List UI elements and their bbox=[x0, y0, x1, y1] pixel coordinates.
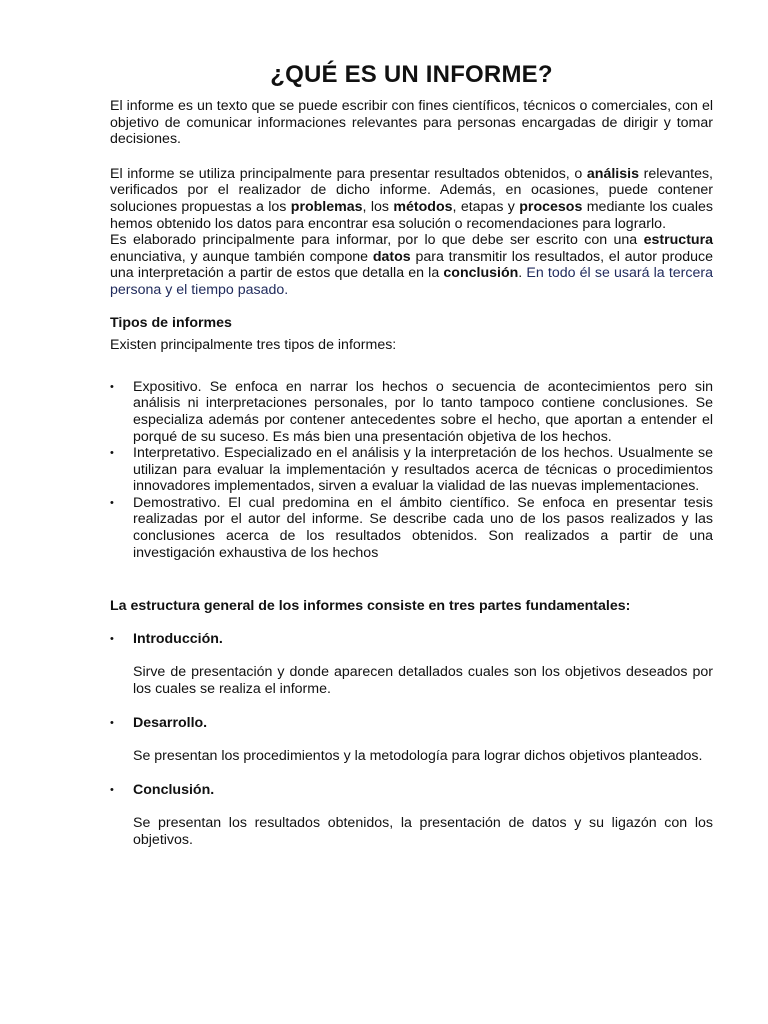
elaboration-blue-note: En todo él se usará la tercera persona y el tiempo pasado. bbox=[110, 265, 713, 298]
definition-paragraph: El informe es un texto que se puede escribir con fines científicos, técnicos o comerciales, con el objetivo de comunicar informaciones relevantes para personas encargadas de dirigir y tomar decisiones. bbox=[110, 98, 713, 148]
usage-text-1: El informe se utiliza principalmente para presentar resultados obtenidos, o bbox=[110, 165, 587, 182]
elaboration-paragraph bbox=[110, 232, 713, 298]
list-item-demostrativo bbox=[110, 495, 713, 561]
list-item-text: Demostrativo. El cual predomina en el ámbito científico. Se enfoca en presentar tesis realizadas por el autor del informe. Se describe cada uno de los pasos realizados y las conclusiones acerca de los resultados obtenidos. Son realizados a partir de una investigación exhaustiva de los hechos bbox=[133, 494, 713, 561]
term-problemas: problemas bbox=[290, 198, 363, 215]
usage-text-4: , etapas y bbox=[452, 198, 520, 215]
page-title: ¿QUÉ ES UN INFORME? bbox=[270, 61, 553, 88]
types-heading: Tipos de informes bbox=[110, 314, 232, 331]
list-item-text: Interpretativo. Especializado en el análisis y la interpretación de los hechos. Usualmente se utilizan para evaluar la implementación y resultados acerca de técnicas o procedimientos innovadores implementados, sirven a evaluar la vialidad de las nuevas implementaciones. bbox=[133, 445, 713, 495]
bullet-icon: • bbox=[110, 783, 114, 796]
types-intro: Existen principalmente tres tipos de informes: bbox=[110, 337, 397, 354]
bullet-icon: • bbox=[110, 632, 114, 645]
bullet-icon: • bbox=[110, 447, 114, 460]
term-procesos: procesos bbox=[519, 198, 583, 215]
types-list bbox=[110, 379, 713, 562]
bullet-icon: • bbox=[110, 496, 114, 509]
bullet-icon: • bbox=[110, 380, 114, 393]
structure-item-label: Desarrollo. bbox=[133, 714, 208, 731]
structure-item-desc: Se presentan los procedimientos y la metodología para lograr dichos objetivos planteados. bbox=[133, 748, 703, 765]
elaboration-text-2: enunciativa, y aunque también compone bbox=[110, 248, 373, 265]
bullet-icon: • bbox=[110, 716, 114, 729]
structure-item-desc: Sirve de presentación y donde aparecen detallados cuales son los objetivos deseados por los cuales se realiza el informe. bbox=[133, 664, 713, 698]
usage-text-3: , los bbox=[362, 198, 394, 215]
structure-item-label: Conclusión. bbox=[133, 781, 215, 798]
list-item-interpretativo bbox=[110, 445, 713, 495]
structure-item-conclusion bbox=[110, 782, 713, 849]
term-datos: datos bbox=[372, 248, 411, 265]
list-item-expositivo bbox=[110, 379, 713, 445]
elaboration-text-3: para transmitir los resultados, el autor produce una interpretación a partir de estos que detalla en la bbox=[110, 248, 713, 282]
structure-item-introduccion bbox=[110, 631, 713, 698]
structure-item-label: Introducción. bbox=[133, 630, 223, 647]
usage-paragraph bbox=[110, 166, 713, 232]
elaboration-text-4: . bbox=[518, 265, 527, 282]
document-page bbox=[110, 60, 713, 866]
usage-text-5: mediante los cuales hemos obtenido los datos para encontrar esa solución o recomendaciones para lograrlo. bbox=[110, 198, 714, 232]
usage-text-2: relevantes, verificados por el realizador de dicho informe. Además, en ocasiones, puede contener soluciones propuestas a los bbox=[110, 165, 713, 215]
structure-item-desarrollo bbox=[110, 715, 713, 765]
term-analisis: análisis bbox=[586, 165, 639, 182]
structure-heading: La estructura general de los informes consiste en tres partes fundamentales: bbox=[110, 598, 631, 615]
term-estructura: estructura bbox=[643, 232, 713, 249]
structure-item-desc: Se presentan los resultados obtenidos, la presentación de datos y su ligazón con los objetivos. bbox=[133, 815, 713, 848]
term-conclusion: conclusión bbox=[443, 265, 519, 282]
term-metodos: métodos bbox=[393, 198, 453, 215]
elaboration-text-1: Es elaborado principalmente para informar, por lo que debe ser escrito con una bbox=[110, 232, 644, 249]
list-item-text: Expositivo. Se enfoca en narrar los hechos o secuencia de acontecimientos pero sin análisis ni interpretaciones personales, por lo tanto tampoco contiene conclusiones. Se especializa además por contener antecedentes sobre el hecho, que aportan a entender el porqué de su suceso. Es más bien una presentación objetiva de los hechos. bbox=[133, 378, 713, 445]
